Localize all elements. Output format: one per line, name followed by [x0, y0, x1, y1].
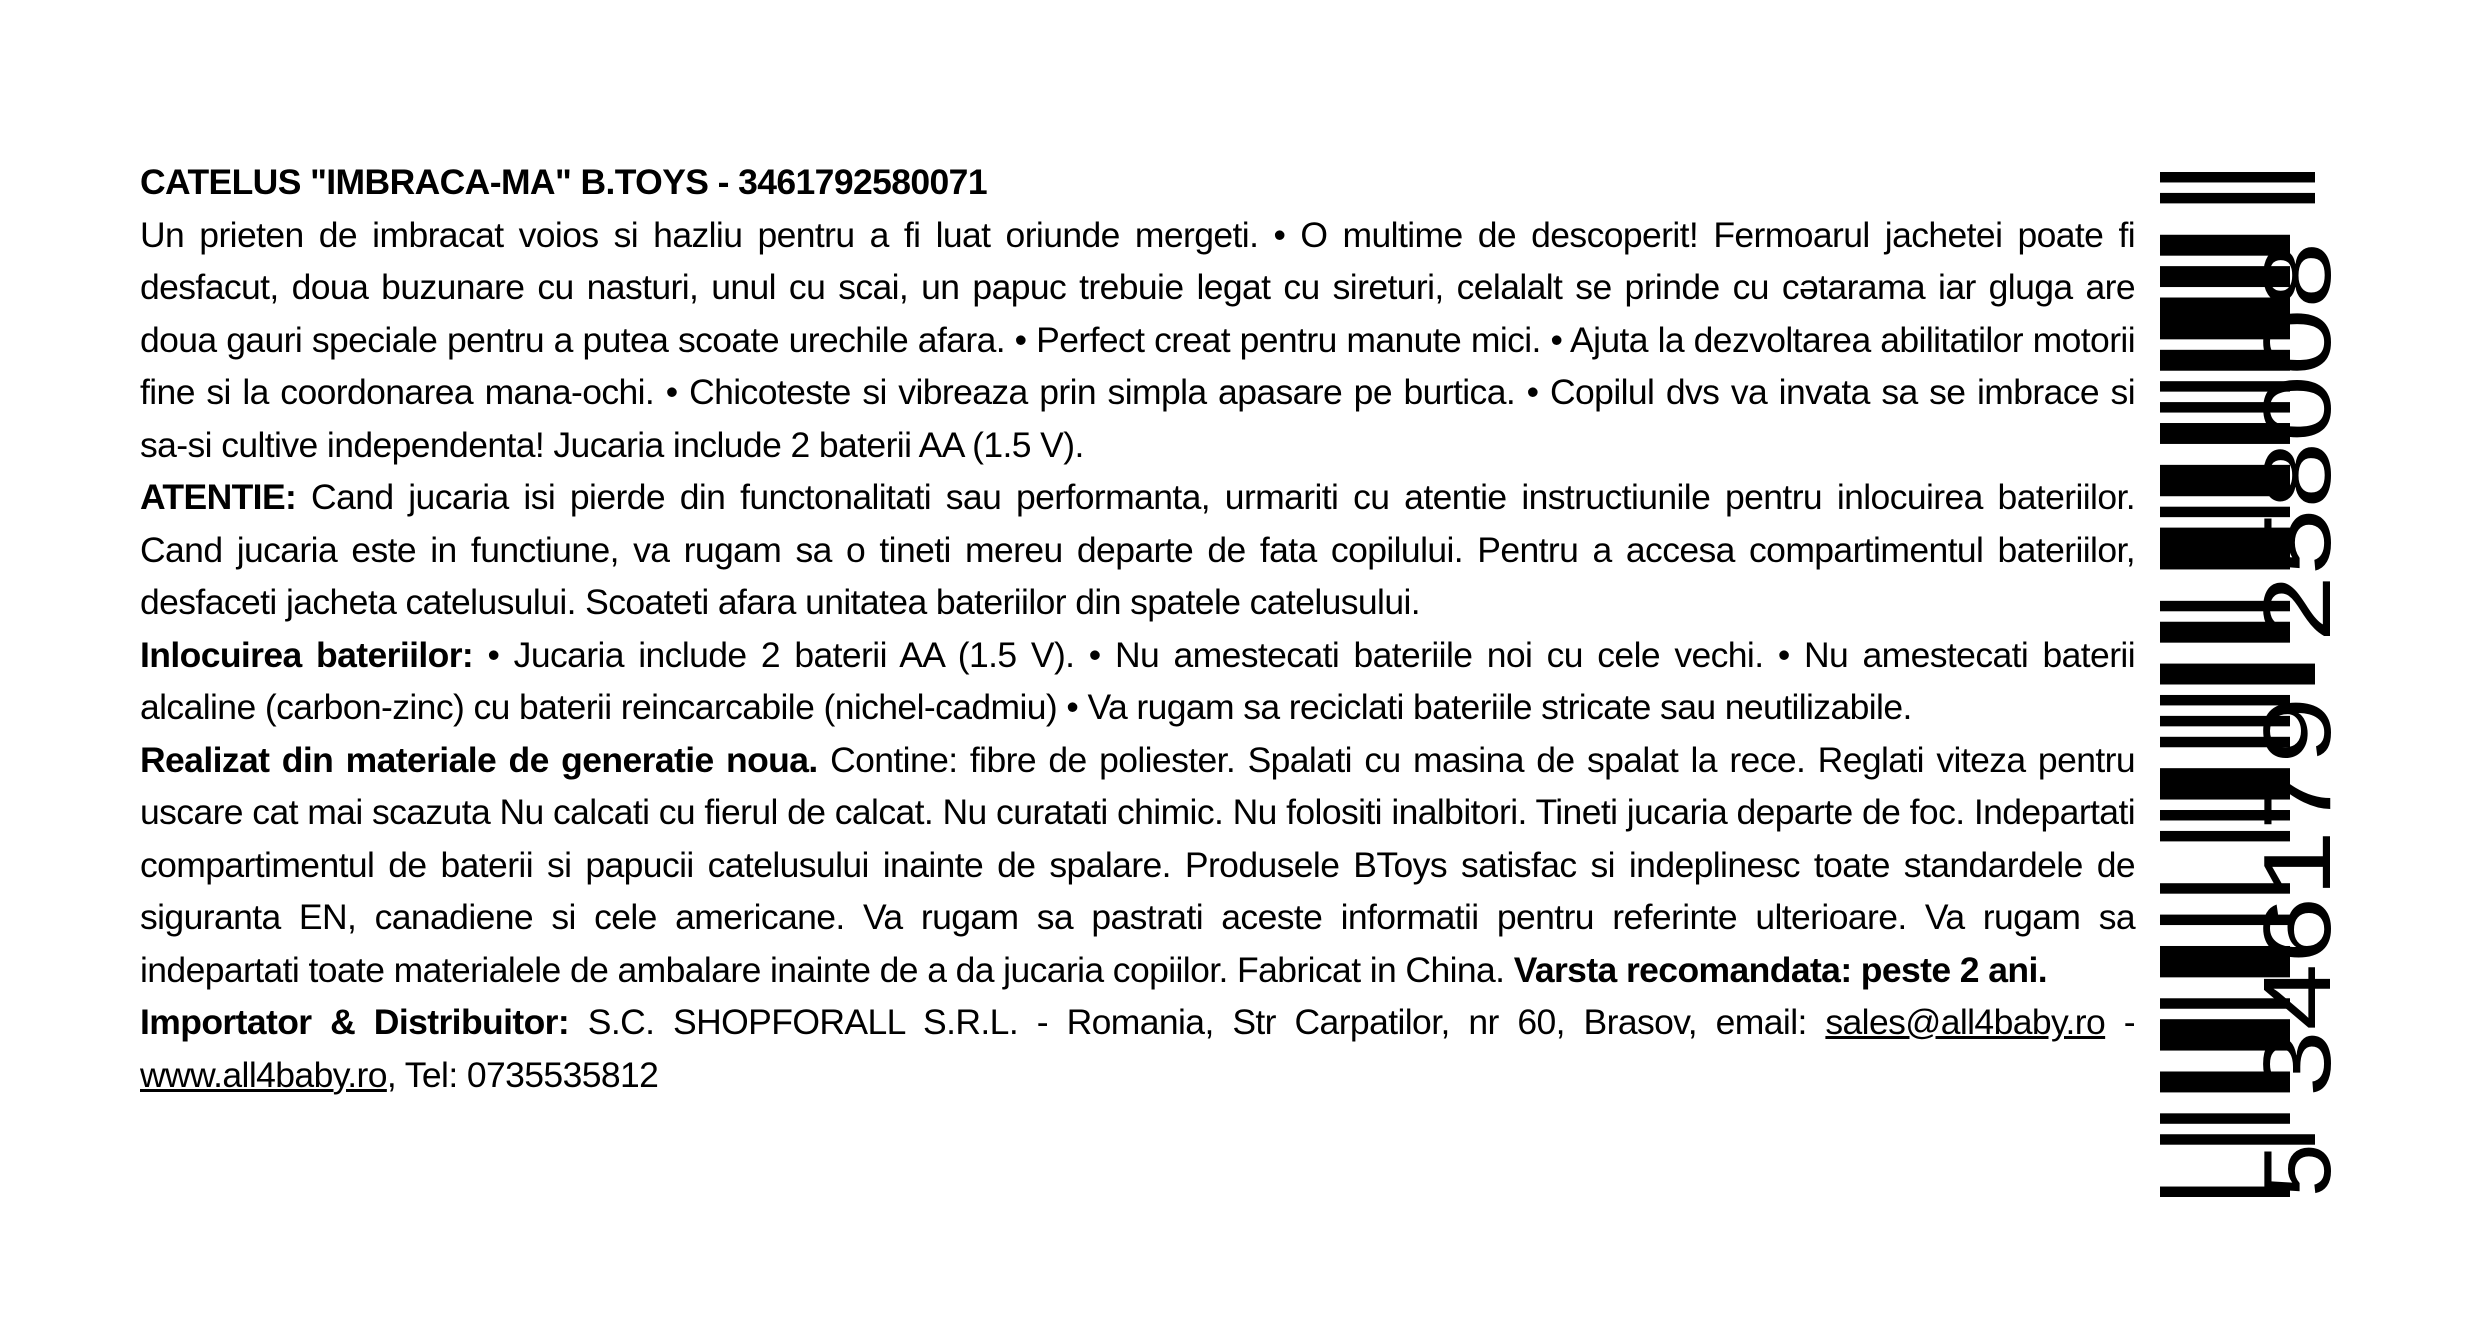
barcode — [2160, 172, 2380, 1197]
label-text-block — [140, 156, 2135, 1101]
barcode-digits — [2244, 242, 2351, 1197]
barcode-bar — [2160, 664, 2315, 685]
materials-text: Contine: fibre de poliester. Spalati cu masina de spalat la rece. Reglati viteza pentru uscare cat mai scazuta Nu calcati cu fierul de calcat. Nu curatati chimic. Nu folositi inalbitori. Tineti jucaria departe de foc. Indepartati compartimentul de baterii si papucii catelusului inainte de spalare. Produsele BToys satisfac si indeplinesc toate standardele de siguranta EN, canadiene si cele americane. Va rugam sa pastrati aceste informatii pentru referinte ulterioare. Va rugam sa indepartati toate materialele de ambalare inainte de a da jucaria copiilor. Fabricat in China. — [140, 739, 2135, 990]
barcode-bar — [2160, 193, 2315, 203]
importer-label: Importator & Distribuitor: — [140, 1002, 570, 1042]
product-title: CATELUS "IMBRACA-MA" B.TOYS - 3461792580071 — [140, 162, 987, 202]
warning-label: ATENTIE: — [140, 477, 297, 517]
barcode-bar — [2160, 172, 2315, 182]
barcode-bar — [2160, 1134, 2315, 1144]
warning-text: Cand jucaria isi pierde din functonalitati sau performanta, urmariti cu atentie instructiunile pentru inlocuirea bateriilor. Cand jucaria este in functiune, va rugam sa o tineti mereu departe de fata copilului. Pentru a accesa compartimentul bateriilor, desfaceti jacheta catelusului. Scoateti afara unitatea bateriilor din spatele catelusului. — [140, 477, 2135, 622]
barcode-digits-left: 346179 — [2244, 776, 2351, 1097]
phone-text: , Tel: 0735535812 — [386, 1054, 659, 1095]
email-link[interactable]: sales@all4baby.ro — [1825, 1002, 2106, 1042]
description-text: Un prieten de imbracat voios si hazliu pentru a fi luat oriunde mergeti. • O multime de descoperit! Fermoarul jachetei poate fi desfacut, doua buzunare cu nasturi, unul cu scai, un papuc trebuie legat cu sireturi, celalalt se prinde cu cətarama iar gluga are doua gauri speciale pentru a putea scoate urechile afara. • Perfect creat pentru manute mici. • Ajuta la dezvoltarea abilitatilor motorii fine si la coordonarea mana-ochi. • Chicoteste si vibreaza prin simpla apasare pe burtica. • Copilul dvs va invata sa se imbrace si sa-si cultive independenta! Jucaria include 2 baterii AA (1.5 V). — [140, 214, 2135, 465]
age-recommendation: Varsta recomandata: peste 2 ani. — [1513, 949, 2047, 990]
barcode-digits-right: 258008 — [2244, 321, 2351, 642]
importer-paragraph — [140, 996, 2135, 1101]
batteries-label: Inlocuirea bateriilor: — [140, 634, 474, 675]
description-paragraph — [140, 209, 2135, 472]
materials-paragraph — [140, 734, 2135, 997]
importer-text: S.C. SHOPFORALL S.R.L. - Romania, Str Carpatilor, nr 60, Brasov, email: — [569, 1002, 1826, 1042]
materials-label: Realizat din materiale de generatie noua. — [140, 739, 818, 780]
barcode-bar — [2160, 1113, 2290, 1123]
batteries-paragraph — [140, 629, 2135, 734]
barcode-digit-first: 5 — [2244, 1143, 2351, 1197]
batteries-text: • Jucaria include 2 baterii AA (1.5 V). • Nu amestecati bateriile noi cu cele vechi. • Nu amestecati baterii alcaline (carbon-zinc) cu baterii reincarcabile (nichel-cadmiu) • Va rugam sa reciclati bateriile stricate sau neutilizabile. — [140, 634, 2135, 727]
website-link[interactable]: www.all4baby.ro — [140, 1054, 387, 1095]
warning-paragraph — [140, 471, 2135, 629]
link-separator: - — [2105, 1002, 2135, 1042]
